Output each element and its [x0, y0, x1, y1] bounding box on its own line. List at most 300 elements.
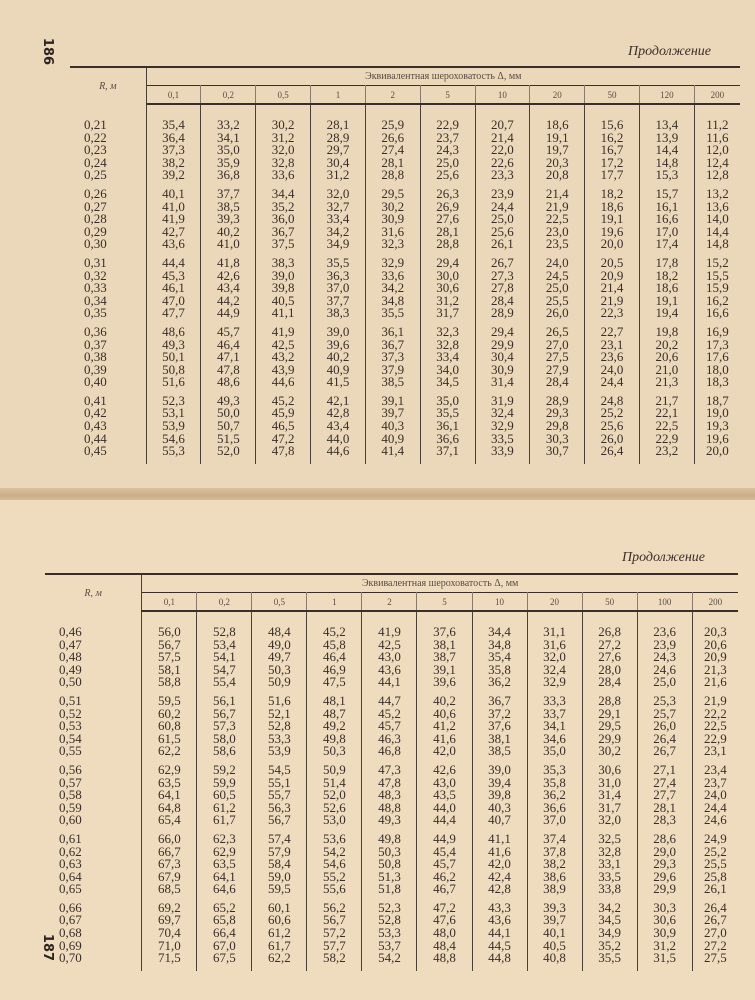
value-cell: 36,8: [201, 169, 256, 182]
value-cell: 49,3: [201, 389, 256, 408]
value-cell: 11,2: [706, 117, 729, 132]
radius-cell: 0,33: [70, 282, 146, 295]
value-cell: 44,6: [311, 445, 366, 464]
value-cell: 24,5: [530, 270, 585, 283]
value-cell: 40,1: [146, 182, 201, 201]
value-cell: 42,1: [311, 389, 366, 408]
value-cell: 23,0: [530, 226, 585, 239]
value-cell: 39,3: [201, 213, 256, 226]
value-cell: 61,2: [197, 802, 252, 815]
value-cell: 36,2: [527, 789, 582, 802]
value-cell: 61,5: [142, 733, 197, 746]
value-cell: 71,5: [142, 952, 197, 971]
value-cell: 38,2: [146, 157, 201, 170]
radius-cell: 0,51: [45, 689, 142, 708]
value-cell: 22,1: [639, 407, 694, 420]
radius-cell: 0,47: [45, 639, 142, 652]
value-cell: 30,2: [365, 201, 420, 214]
value-cell: 37,9: [365, 364, 420, 377]
value-cell: 67,3: [142, 858, 197, 871]
value-cell: 17,2: [585, 157, 640, 170]
value-cell: 31,1: [527, 611, 582, 639]
value-cell: 35,4: [146, 104, 201, 132]
value-cell: 40,5: [256, 295, 311, 308]
radius-cell: 0,54: [45, 733, 142, 746]
value-cell: 54,6: [146, 433, 201, 446]
value-cell: 51,6: [146, 376, 201, 389]
value-cell: 18,0: [706, 361, 729, 377]
value-cell: 23,9: [637, 639, 692, 652]
value-cell: 18,6: [585, 201, 640, 214]
value-cell: 32,9: [475, 420, 530, 433]
value-cell: 54,2: [307, 846, 362, 859]
value-cell: 42,4: [472, 871, 527, 884]
value-cell: 40,9: [311, 364, 366, 377]
value-cell: 34,9: [311, 238, 366, 251]
value-cell: 41,9: [146, 213, 201, 226]
value-cell: 26,0: [585, 433, 640, 446]
value-cell: 32,8: [582, 846, 637, 859]
value-cell: 53,6: [307, 827, 362, 846]
column-header: 100: [637, 593, 692, 612]
value-cell: 32,9: [527, 676, 582, 689]
value-cell: 26,1: [703, 881, 727, 897]
value-cell: 12,8: [706, 167, 729, 183]
value-cell: 58,4: [252, 858, 307, 871]
value-cell: 41,2: [417, 720, 472, 733]
value-cell: 37,5: [256, 238, 311, 251]
value-cell: 13,4: [639, 104, 694, 132]
value-cell: 25,9: [365, 104, 420, 132]
value-cell: 26,1: [475, 238, 530, 251]
value-cell: 58,0: [197, 733, 252, 746]
value-cell: 52,8: [362, 914, 417, 927]
value-cell: 44,2: [201, 295, 256, 308]
radius-cell: 0,57: [45, 777, 142, 790]
value-cell: 39,8: [472, 789, 527, 802]
value-cell: 25,3: [637, 689, 692, 708]
column-header: 1: [307, 593, 362, 612]
value-cell: 53,3: [252, 733, 307, 746]
value-cell: 16,2: [706, 292, 729, 308]
value-cell: 32,8: [256, 157, 311, 170]
value-cell: 38,5: [201, 201, 256, 214]
value-cell: 20,3: [703, 624, 727, 639]
value-cell: 53,1: [146, 407, 201, 420]
value-cell: 30,9: [365, 213, 420, 226]
value-cell: 63,5: [142, 777, 197, 790]
value-cell: 32,3: [420, 320, 475, 339]
value-cell: 47,8: [256, 445, 311, 464]
value-cell: 37,3: [146, 144, 201, 157]
value-cell: 30,3: [530, 433, 585, 446]
value-cell: 19,6: [585, 226, 640, 239]
value-cell: 33,6: [365, 270, 420, 283]
value-cell: 62,9: [197, 846, 252, 859]
value-cell: 15,2: [706, 254, 729, 270]
value-cell: 40,8: [527, 952, 582, 971]
value-cell: 27,0: [530, 339, 585, 352]
value-cell: 38,5: [472, 745, 527, 758]
table-row: [45, 611, 738, 639]
column-header: 2: [365, 86, 420, 105]
value-cell: 56,7: [307, 914, 362, 927]
value-cell: 43,0: [417, 777, 472, 790]
value-cell: 12,4: [706, 154, 729, 170]
value-cell: 37,7: [201, 182, 256, 201]
value-cell: 64,6: [197, 883, 252, 896]
value-cell: 49,2: [307, 720, 362, 733]
value-cell: 55,6: [307, 883, 362, 896]
value-cell: 41,0: [201, 238, 256, 251]
value-cell: 52,6: [307, 802, 362, 815]
value-cell: 26,9: [420, 201, 475, 214]
value-cell: 39,1: [417, 664, 472, 677]
value-cell: 48,3: [362, 789, 417, 802]
value-cell: 22,7: [585, 320, 640, 339]
radius-cell: 0,29: [70, 226, 146, 239]
value-cell: 35,4: [472, 651, 527, 664]
value-cell: 45,9: [256, 407, 311, 420]
value-cell: 55,2: [307, 871, 362, 884]
value-cell: 40,6: [417, 708, 472, 721]
value-cell: 43,4: [201, 282, 256, 295]
radius-cell: 0,50: [45, 676, 142, 689]
value-cell: 27,4: [365, 144, 420, 157]
table-row: [45, 745, 738, 758]
value-cell: 64,1: [142, 789, 197, 802]
value-cell: 23,4: [703, 761, 727, 777]
value-cell: 37,8: [527, 846, 582, 859]
value-cell: 16,1: [639, 201, 694, 214]
column-header: 0,5: [252, 593, 307, 612]
value-cell: 13,2: [706, 185, 729, 201]
value-cell: 24,8: [585, 389, 640, 408]
value-cell: 16,2: [585, 132, 640, 145]
value-cell: 52,8: [197, 611, 252, 639]
value-cell: 43,4: [311, 420, 366, 433]
value-cell: 25,2: [703, 843, 727, 859]
value-cell: 13,6: [706, 198, 729, 214]
value-cell: 36,0: [256, 213, 311, 226]
value-cell: 20,7: [475, 104, 530, 132]
value-cell: 50,7: [201, 420, 256, 433]
column-header: 2: [362, 593, 417, 612]
value-cell: 34,2: [582, 896, 637, 915]
value-cell: 56,7: [252, 814, 307, 827]
value-cell: 50,8: [146, 364, 201, 377]
value-cell: 55,7: [252, 789, 307, 802]
value-cell: 46,8: [362, 745, 417, 758]
value-cell: 69,7: [142, 914, 197, 927]
value-cell: 56,3: [252, 802, 307, 815]
table-row: [45, 758, 738, 777]
value-cell: 26,4: [637, 733, 692, 746]
value-cell: 25,6: [585, 420, 640, 433]
value-cell: 52,3: [362, 896, 417, 915]
value-cell: 28,1: [637, 802, 692, 815]
value-cell: 70,4: [142, 927, 197, 940]
value-cell: 65,8: [197, 914, 252, 927]
value-cell: 34,8: [365, 295, 420, 308]
value-cell: 34,5: [582, 914, 637, 927]
value-cell: 50,3: [307, 745, 362, 758]
value-cell: 38,9: [527, 883, 582, 896]
value-cell: 22,5: [703, 718, 727, 734]
value-cell: 17,3: [706, 336, 729, 352]
column-header: 1: [311, 86, 366, 105]
value-cell: 39,2: [146, 169, 201, 182]
value-cell: 18,6: [639, 282, 694, 295]
value-cell: 42,5: [362, 639, 417, 652]
value-cell: 44,5: [472, 940, 527, 953]
value-cell: 38,1: [472, 733, 527, 746]
table-row: [45, 952, 738, 971]
value-cell: 31,6: [365, 226, 420, 239]
value-cell: 22,6: [475, 157, 530, 170]
value-cell: 33,8: [582, 883, 637, 896]
value-cell: 44,9: [201, 307, 256, 320]
value-cell: 48,8: [362, 802, 417, 815]
table-row: [45, 883, 738, 896]
value-cell: 50,3: [362, 846, 417, 859]
value-cell: 14,4: [706, 223, 729, 239]
radius-cell: 0,42: [70, 407, 146, 420]
value-cell: 19,0: [706, 405, 729, 421]
radius-cell: 0,27: [70, 201, 146, 214]
value-cell: 26,4: [585, 445, 640, 464]
value-cell: 18,6: [530, 104, 585, 132]
value-cell: 40,2: [201, 226, 256, 239]
value-cell: 41,0: [146, 201, 201, 214]
value-cell: 17,4: [639, 238, 694, 251]
value-cell: 57,9: [252, 846, 307, 859]
table-row: [70, 445, 740, 464]
value-cell: 20,6: [639, 351, 694, 364]
value-cell: 35,8: [527, 777, 582, 790]
column-header: 0,1: [142, 593, 197, 612]
value-cell: 23,6: [585, 351, 640, 364]
value-cell: 71,0: [142, 940, 197, 953]
value-cell: 20,0: [585, 238, 640, 251]
roughness-group-header: Эквивалентная шероховатость Δ, мм: [142, 574, 738, 593]
value-cell: 47,7: [146, 307, 201, 320]
value-cell: 42,6: [201, 270, 256, 283]
value-cell: 56,2: [307, 896, 362, 915]
value-cell: 56,7: [142, 639, 197, 652]
value-cell: 31,4: [582, 789, 637, 802]
value-cell: 27,2: [703, 937, 727, 953]
value-cell: 67,9: [142, 871, 197, 884]
value-cell: 23,7: [420, 132, 475, 145]
radius-cell: 0,22: [70, 132, 146, 145]
value-cell: 14,0: [706, 211, 729, 227]
value-cell: 13,9: [639, 132, 694, 145]
value-cell: 25,6: [475, 226, 530, 239]
value-cell: 23,1: [703, 743, 727, 759]
value-cell: 41,1: [472, 827, 527, 846]
value-cell: 16,9: [706, 323, 729, 339]
value-cell: 63,5: [197, 858, 252, 871]
radius-cell: 0,31: [70, 251, 146, 270]
value-cell: 55,3: [146, 445, 201, 464]
value-cell: 40,2: [417, 689, 472, 708]
value-cell: 41,4: [365, 445, 420, 464]
value-cell: 64,1: [197, 871, 252, 884]
value-cell: 24,4: [703, 799, 727, 815]
value-cell: 34,2: [311, 226, 366, 239]
value-cell: 53,0: [307, 814, 362, 827]
value-cell: 21,0: [639, 364, 694, 377]
table-row: [45, 814, 738, 827]
value-cell: 34,6: [527, 733, 582, 746]
value-cell: 23,7: [703, 774, 727, 790]
value-cell: 32,5: [582, 827, 637, 846]
value-cell: 31,2: [637, 940, 692, 953]
value-cell: 15,5: [706, 267, 729, 283]
value-cell: 36,7: [256, 226, 311, 239]
radius-cell: 0,66: [45, 896, 142, 915]
value-cell: 44,7: [362, 689, 417, 708]
table-row: [70, 104, 740, 132]
value-cell: 26,4: [703, 899, 727, 915]
table-row: [45, 827, 738, 846]
value-cell: 31,4: [475, 376, 530, 389]
value-cell: 28,9: [311, 132, 366, 145]
column-header: 200: [694, 86, 740, 105]
value-cell: 62,2: [252, 952, 307, 971]
column-header: 0,1: [146, 86, 201, 105]
value-cell: 36,4: [146, 132, 201, 145]
value-cell: 46,2: [417, 871, 472, 884]
value-cell: 41,1: [256, 307, 311, 320]
value-cell: 38,6: [527, 871, 582, 884]
value-cell: 24,0: [585, 364, 640, 377]
value-cell: 16,6: [706, 305, 729, 321]
value-cell: 35,2: [256, 201, 311, 214]
value-cell: 33,5: [475, 433, 530, 446]
value-cell: 49,8: [307, 733, 362, 746]
value-cell: 54,7: [197, 664, 252, 677]
radius-cell: 0,58: [45, 789, 142, 802]
value-cell: 64,8: [142, 802, 197, 815]
value-cell: 28,1: [365, 157, 420, 170]
value-cell: 27,7: [637, 789, 692, 802]
value-cell: 27,4: [637, 777, 692, 790]
radius-cell: 0,36: [70, 320, 146, 339]
value-cell: 23,3: [475, 169, 530, 182]
value-cell: 69,2: [142, 896, 197, 915]
column-header: 0,2: [197, 593, 252, 612]
value-cell: 46,1: [146, 282, 201, 295]
value-cell: 24,4: [585, 376, 640, 389]
value-cell: 23,9: [475, 182, 530, 201]
value-cell: 38,3: [311, 307, 366, 320]
value-cell: 62,3: [197, 827, 252, 846]
value-cell: 22,9: [703, 730, 727, 746]
value-cell: 59,0: [252, 871, 307, 884]
roughness-group-header: Эквивалентная шероховатость Δ, мм: [146, 67, 740, 86]
value-cell: 44,1: [362, 676, 417, 689]
value-cell: 21,4: [585, 282, 640, 295]
value-cell: 14,8: [706, 236, 729, 252]
value-cell: 26,5: [530, 320, 585, 339]
value-cell: 49,3: [146, 339, 201, 352]
value-cell: 41,6: [472, 846, 527, 859]
value-cell: 26,7: [703, 912, 727, 928]
value-cell: 33,7: [527, 708, 582, 721]
value-cell: 11,6: [706, 129, 729, 145]
value-cell: 35,0: [201, 144, 256, 157]
value-cell: 29,8: [530, 420, 585, 433]
value-cell: 25,6: [420, 169, 475, 182]
value-cell: 16,7: [585, 144, 640, 157]
radius-cell: 0,34: [70, 295, 146, 308]
value-cell: 48,1: [307, 689, 362, 708]
value-cell: 41,9: [256, 320, 311, 339]
value-cell: 46,9: [307, 664, 362, 677]
value-cell: 41,9: [362, 611, 417, 639]
radius-cell: 0,23: [70, 144, 146, 157]
value-cell: 15,3: [639, 169, 694, 182]
value-cell: 30,6: [420, 282, 475, 295]
table-row: [45, 689, 738, 708]
value-cell: 67,5: [197, 952, 252, 971]
radius-cell: 0,43: [70, 420, 146, 433]
value-cell: 21,9: [530, 201, 585, 214]
column-header: 0,5: [256, 86, 311, 105]
value-cell: 45,2: [256, 389, 311, 408]
radius-cell: 0,70: [45, 952, 142, 971]
page-186: [0, 0, 755, 492]
value-cell: 37,7: [311, 295, 366, 308]
value-cell: 33,2: [201, 104, 256, 132]
value-cell: 54,6: [307, 858, 362, 871]
value-cell: 39,0: [256, 270, 311, 283]
value-cell: 39,8: [256, 282, 311, 295]
value-cell: 22,5: [530, 213, 585, 226]
value-cell: 31,2: [420, 295, 475, 308]
value-cell: 54,5: [252, 758, 307, 777]
value-cell: 36,6: [420, 433, 475, 446]
radius-cell: 0,55: [45, 745, 142, 758]
table-row: [70, 320, 740, 339]
value-cell: 38,3: [256, 251, 311, 270]
value-cell: 21,9: [585, 295, 640, 308]
value-cell: 28,9: [530, 389, 585, 408]
value-cell: 28,8: [420, 238, 475, 251]
value-cell: 33,3: [527, 689, 582, 708]
radius-cell: 0,35: [70, 307, 146, 320]
value-cell: 21,6: [703, 674, 727, 690]
value-cell: 32,0: [311, 182, 366, 201]
value-cell: 66,4: [197, 927, 252, 940]
value-cell: 45,7: [362, 720, 417, 733]
value-cell: 39,1: [365, 389, 420, 408]
value-cell: 57,3: [197, 720, 252, 733]
value-cell: 26,7: [475, 251, 530, 270]
value-cell: 36,2: [472, 676, 527, 689]
value-cell: 19,3: [706, 418, 729, 434]
value-cell: 56,7: [197, 708, 252, 721]
value-cell: 22,5: [639, 420, 694, 433]
value-cell: 54,1: [197, 651, 252, 664]
value-cell: 47,8: [362, 777, 417, 790]
table-row: [70, 307, 740, 320]
value-cell: 27,8: [475, 282, 530, 295]
value-cell: 28,4: [530, 376, 585, 389]
value-cell: 35,0: [527, 745, 582, 758]
